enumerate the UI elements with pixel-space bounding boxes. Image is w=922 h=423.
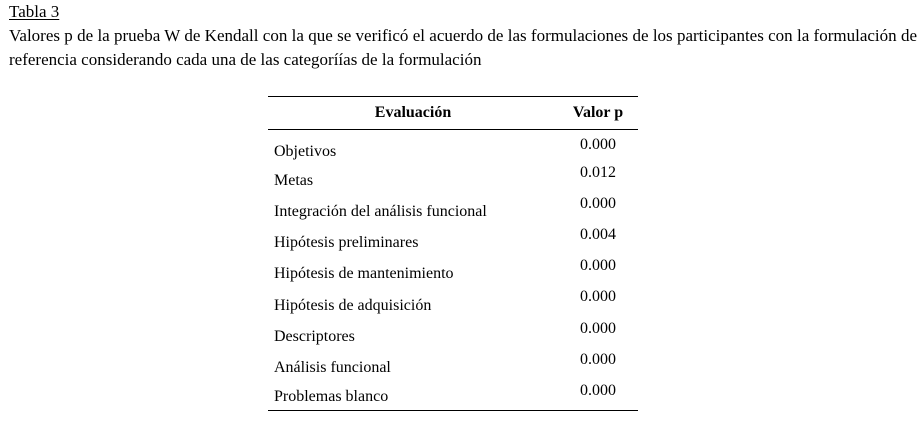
- cell-valor-p: 0.000: [580, 319, 616, 337]
- cell-valor-p: 0.000: [580, 194, 616, 212]
- table-row: [268, 317, 638, 348]
- results-table: [268, 96, 638, 411]
- table-row: [268, 379, 638, 410]
- cell-evaluacion: Hipótesis de adquisición: [274, 296, 432, 314]
- results-table-container: [268, 96, 638, 411]
- table-row: [268, 254, 638, 285]
- cell-evaluacion: Hipótesis de mantenimiento: [274, 265, 454, 283]
- table-row: [268, 223, 638, 254]
- cell-evaluacion: Hipótesis preliminares: [274, 234, 419, 252]
- cell-evaluacion: Análisis funcional: [274, 359, 391, 376]
- cell-valor-p: 0.004: [580, 226, 616, 244]
- table-header-row: [268, 97, 638, 130]
- cell-evaluacion: Metas: [274, 171, 314, 189]
- table-row: [268, 161, 638, 192]
- cell-valor-p: 0.000: [580, 257, 616, 275]
- table-row: [268, 192, 638, 223]
- column-header-valor-p: Valor p: [558, 97, 638, 130]
- cell-valor-p: 0.000: [580, 136, 616, 153]
- cell-valor-p: 0.000: [580, 350, 616, 368]
- cell-evaluacion: Objetivos: [274, 142, 337, 160]
- table-row: [268, 130, 638, 161]
- table-label: Tabla 3: [9, 2, 60, 21]
- cell-evaluacion: Integración del análisis funcional: [274, 203, 487, 221]
- table-caption: Valores p de la prueba W de Kendall con la que se verificó el acuerdo de las formulaciones de los participantes con la formulación de referencia considerando cada una de las categoríías de la formulación: [9, 26, 917, 69]
- cell-valor-p: 0.000: [558, 379, 638, 410]
- table-row: [268, 285, 638, 316]
- table-row: [268, 348, 638, 379]
- cell-valor-p: 0.012: [580, 163, 616, 181]
- column-header-evaluacion: Evaluación: [268, 97, 558, 130]
- cell-evaluacion: Problemas blanco: [268, 379, 558, 410]
- cell-valor-p: 0.000: [580, 288, 616, 306]
- cell-evaluacion: Descriptores: [274, 327, 355, 345]
